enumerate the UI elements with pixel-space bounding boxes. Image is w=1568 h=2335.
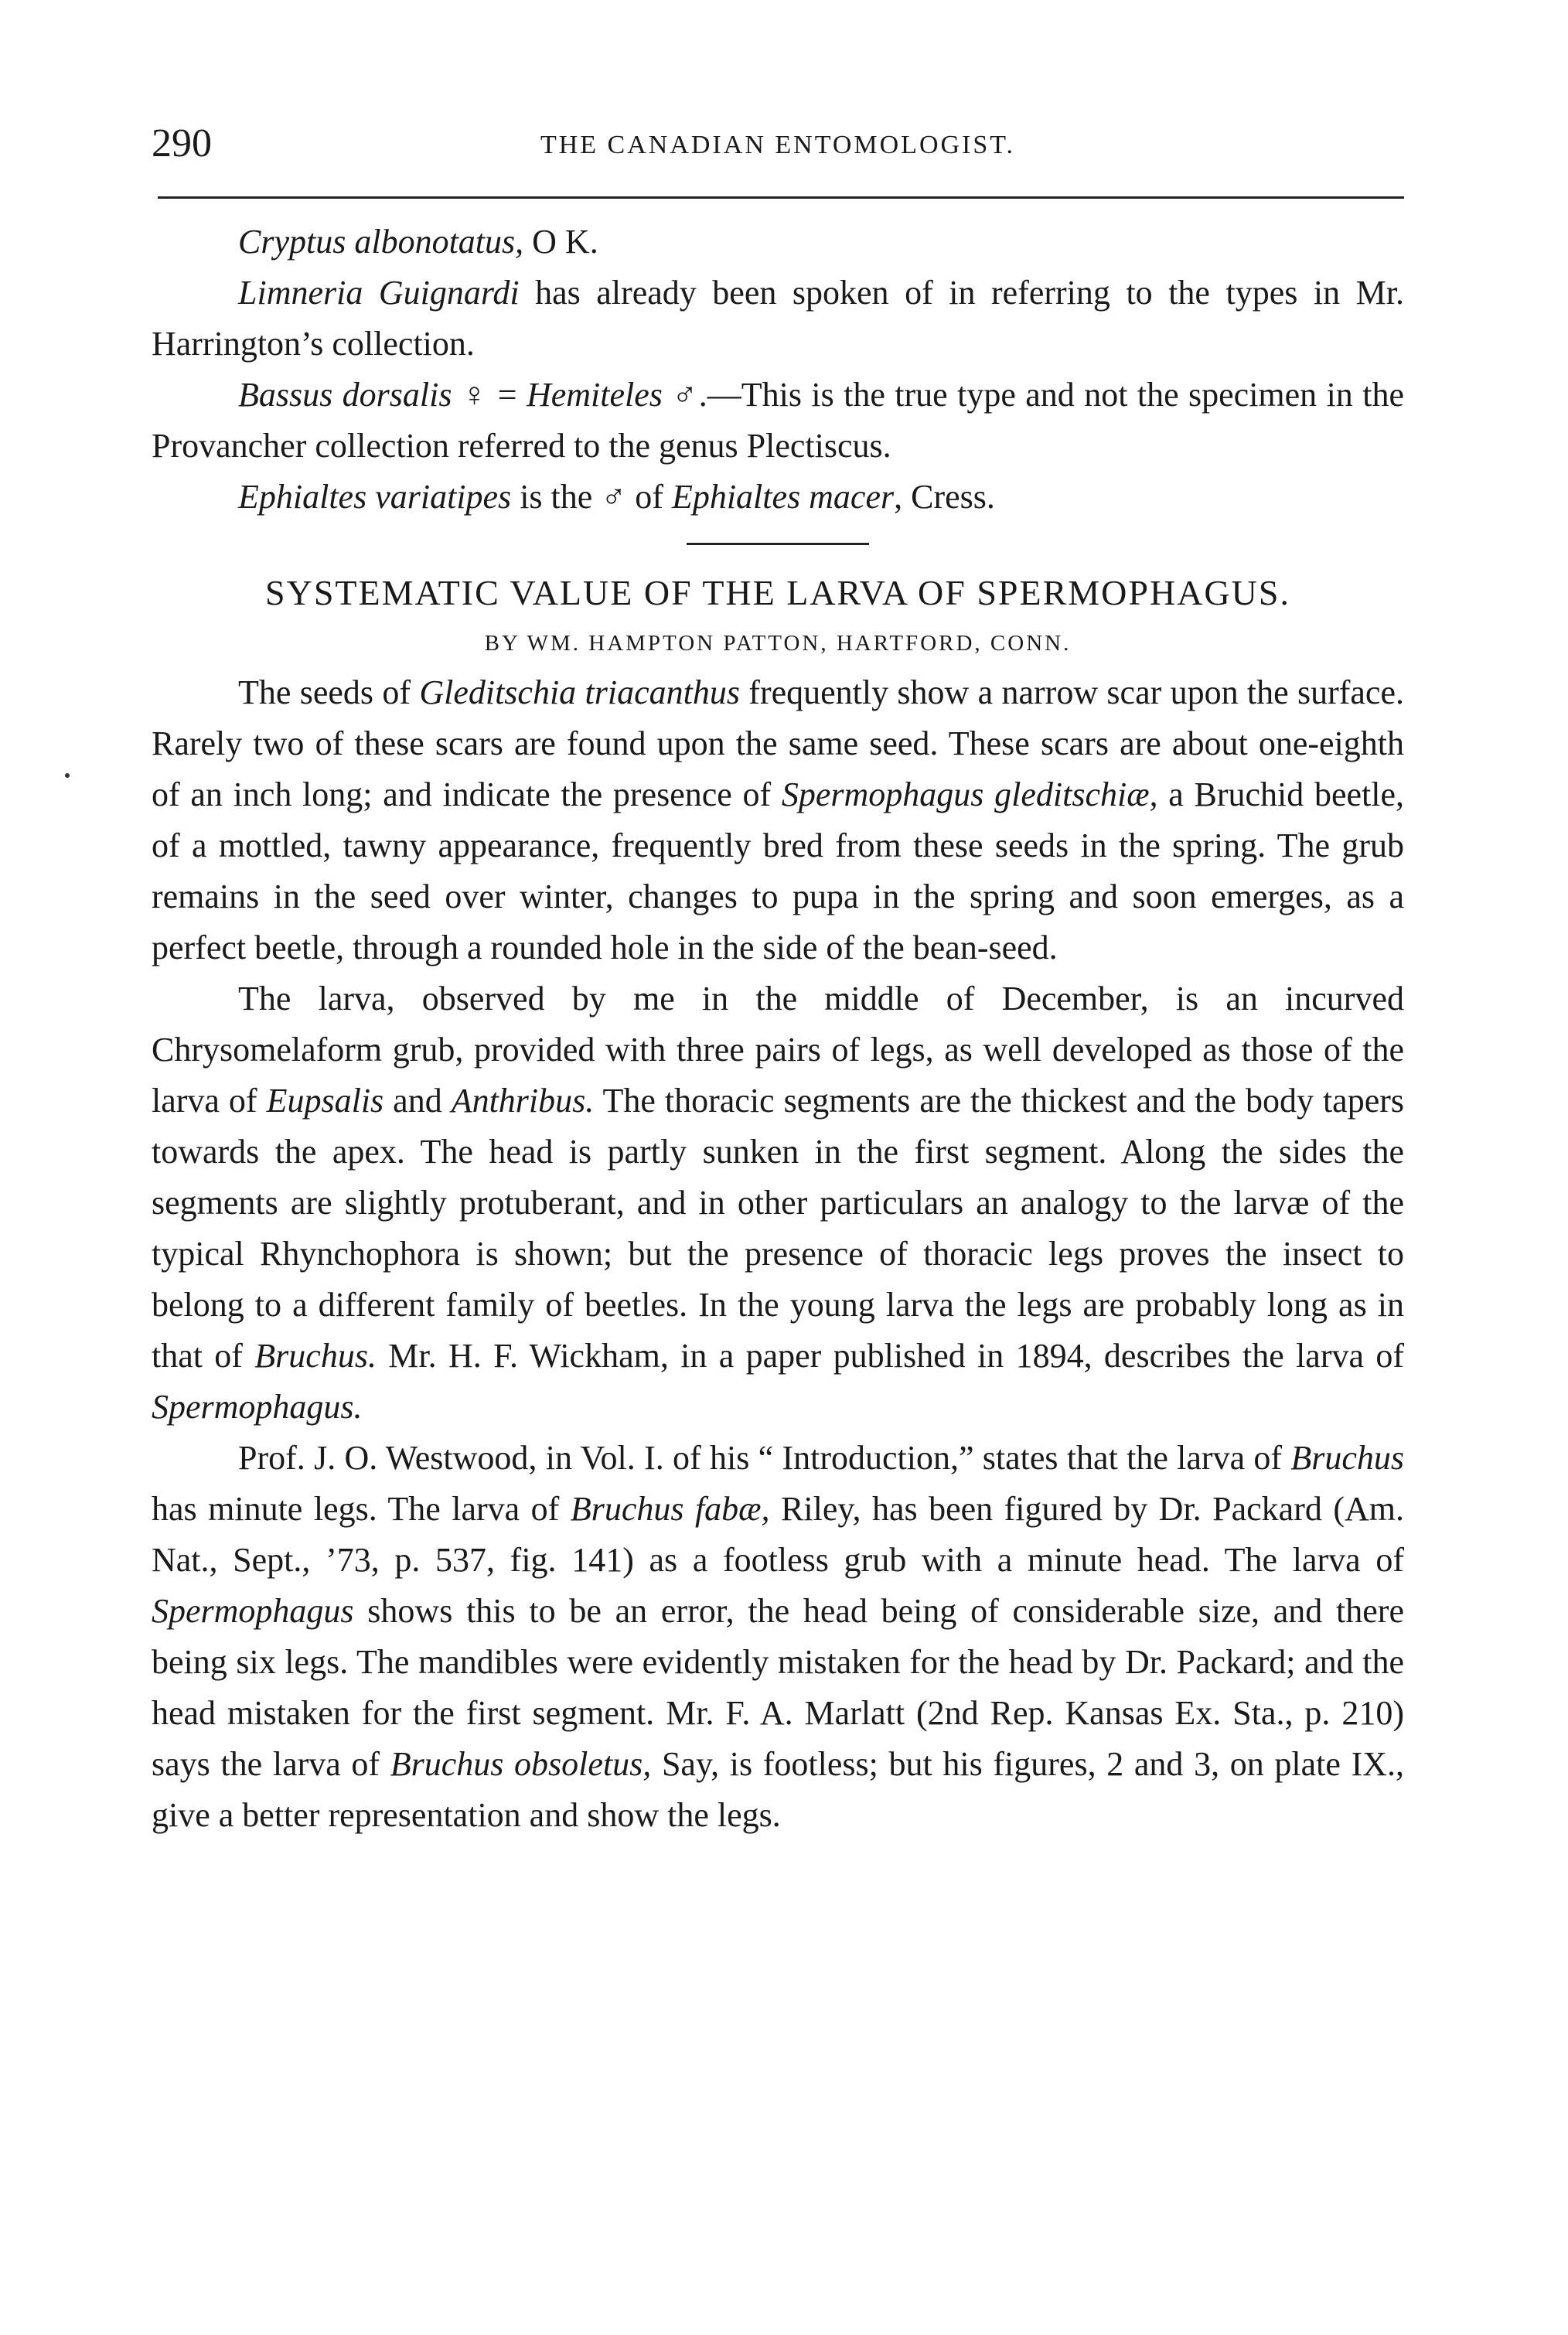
section-divider bbox=[687, 543, 869, 545]
note-text: O K. bbox=[523, 223, 598, 261]
page-header bbox=[152, 121, 1404, 167]
note-text: has already been spoken of in referring to the types in Mr. Harrington’s collection. bbox=[152, 274, 1404, 363]
body-text bbox=[152, 216, 1404, 1841]
note-symbol: ♀ = bbox=[452, 376, 527, 414]
note-limneria bbox=[152, 268, 1404, 370]
taxon-name: Gleditschia triacanthus bbox=[419, 673, 740, 711]
running-title: THE CANADIAN ENTOMOLOGIST. bbox=[540, 131, 1016, 159]
page-number: 290 bbox=[152, 121, 212, 165]
article-byline: BY WM. HAMPTON PATTON, HARTFORD, CONN. bbox=[484, 631, 1072, 656]
taxon-name: Ephialtes variatipes bbox=[238, 478, 512, 516]
note-text: is the ♂ of bbox=[511, 478, 672, 516]
note-ephialtes bbox=[152, 472, 1404, 523]
taxon-name: Eupsalis bbox=[266, 1082, 384, 1120]
paragraph-3: Prof. J. O. Westwood, in Vol. I. of his “ Introduction,” states that the larva of Bruchus has minute legs. The larva of Bruchus fabæ, Riley, has been figured by Dr. Packard (Am. Nat., Sept., ’73, p. 537, fig. 141) as a footless grub with a minute head. The larva of Spermophagus shows this to be an error, the head being of considerable size, and there being six legs. The mandibles were evidently mistaken for the head by Dr. Packard; and the head mistaken for the first segment. Mr. F. A. Marlatt (2nd Rep. Kansas Ex. Sta., p. 210) says the larva of Bruchus obsoletus, Say, is footless; but his figures, 2 and 3, on plate IX., give a better representation and show the legs. bbox=[152, 1439, 1404, 1834]
taxon-name: Limneria Guignardi bbox=[238, 274, 520, 312]
margin-mark bbox=[65, 773, 70, 778]
header-rule bbox=[158, 196, 1404, 199]
taxon-name: Spermophagus bbox=[152, 1592, 354, 1630]
taxon-name: Bruchus. bbox=[254, 1337, 377, 1375]
taxon-name: Bruchus bbox=[1290, 1439, 1404, 1477]
paragraph-2: The larva, observed by me in the middle of December, is an incurved Chrysomelaform grub, provided with three pairs of legs, as well developed as those of the larva of Eupsalis and Anthribus. The thoracic segments are the thickest and the body tapers towards the apex. The head is partly sunken in the first segment. Along the sides the segments are slightly protuberant, and in other particulars an analogy to the larvæ of the typical Rhynchophora is shown; but the presence of thoracic legs proves the insect to belong to a different family of beetles. In the young larva the legs are probably long as in that of Bruchus. Mr. H. F. Wickham, in a paper published in 1894, describes the larva of Spermophagus. bbox=[152, 980, 1404, 1426]
paragraph-1: The seeds of Gleditschia triacanthus frequently show a narrow scar upon the surface. Rarely two of these scars are found upon the same seed. These scars are about one-eighth of an inch long; and indicate the presence of Spermophagus gleditschiæ, a Bruchid beetle, of a mottled, tawny appearance, frequently bred from these seeds in the spring. The grub remains in the seed over winter, changes to pupa in the spring and soon emerges, as a perfect beetle, through a rounded hole in the side of the bean-seed. bbox=[152, 673, 1404, 966]
taxon-name: Spermophagus. bbox=[152, 1388, 363, 1426]
note-text: ♂.—This is the true type and not the specimen in the Provancher collection referred to the genus Plectiscus. bbox=[152, 376, 1404, 465]
taxon-name: Spermophagus gleditschiæ, bbox=[781, 775, 1158, 813]
taxon-name: Ephialtes macer bbox=[671, 478, 895, 516]
taxon-name: Cryptus albonotatus, bbox=[238, 223, 524, 261]
note-cryptus bbox=[152, 216, 1404, 268]
taxon-name: Bassus dorsalis bbox=[238, 376, 452, 414]
note-bassus bbox=[152, 370, 1404, 472]
note-text: , Cress. bbox=[894, 478, 995, 516]
taxon-name: Bruchus fabæ, bbox=[570, 1490, 770, 1528]
article-title: SYSTEMATIC VALUE OF THE LARVA OF SPERMOPHAGUS. bbox=[265, 573, 1290, 612]
taxon-name: Bruchus obsoletus, bbox=[390, 1745, 652, 1783]
taxon-name: Anthribus. bbox=[451, 1082, 595, 1120]
taxon-name: Hemiteles bbox=[526, 376, 663, 414]
